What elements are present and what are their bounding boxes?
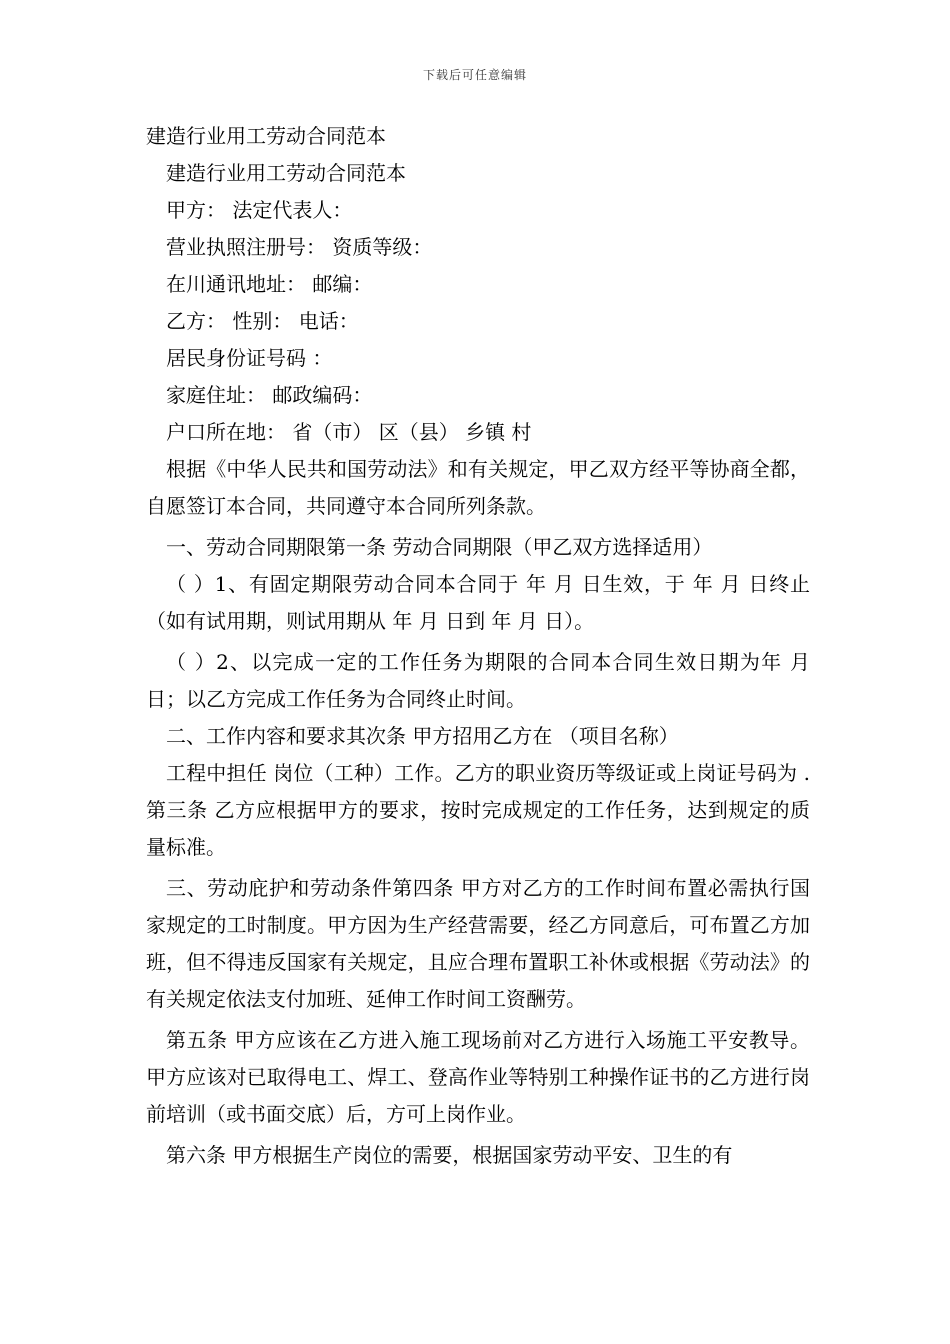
document-title: 建造行业用工劳动合同范本 [146,124,386,148]
subtitle-line: 建造行业用工劳动合同范本 [166,161,406,185]
header-note: 下载后可任意编辑 [422,68,527,82]
document-body [146,118,810,1174]
paragraph-fixed-term: （ ）1、有固定期限劳动合同本合同于 年 月 日生效，于 年 月 日终止（如有试用期，则试用期从 年 月 日到 年 月 日）。 [146,572,810,633]
paragraph-section-3: 三、劳动庇护和劳动条件第四条 甲方对乙方的工作时间布置必需执行国家规定的工时制度。甲方因为生产经营需要，经乙方同意后，可布置乙方加班，但不得违反国家有关规定，且应合理布置职工补休或根据《劳动法》的有关规定依法支付加班、延伸工作时间工资酬劳。 [146,876,810,1011]
id-number-line: 居民身份证号码 ： [166,346,333,370]
address-line: 在川通讯地址： 邮编： [166,272,373,296]
party-b-line: 乙方： 性别： 电话： [166,309,359,333]
paragraph-article-6: 第六条 甲方根据生产岗位的需要，根据国家劳动平安、卫生的有 [166,1143,733,1167]
paragraph-article-5: 第五条 甲方应该在乙方进入施工现场前对乙方进行入场施工平安教导。甲方应该对已取得电工、焊工、登高作业等特别工种操作证书的乙方进行岗前培训（或书面交底）后，方可上岗作业。 [146,1028,810,1126]
paragraph-preamble: 根据《中华人民共和国劳动法》和有关规定，甲乙双方经平等协商全都，自愿签订本合同，共同遵守本合同所列条款。 [146,457,810,518]
paragraph-job-content: 工程中担任 岗位（工种）工作。乙方的职业资历等级证或上岗证号码为 .第三条 乙方应根据甲方的要求，按时完成规定的工作任务，达到规定的质量标准。 [146,761,810,859]
license-line: 营业执照注册号： 资质等级： [166,235,433,259]
paragraph-section-2: 二、工作内容和要求其次条 甲方招用乙方在 （项目名称） [166,724,679,748]
paragraph-task-term: （ ）2、以完成一定的工作任务为期限的合同本合同生效日期为年 月 日；以乙方完成工作任务为合同终止时间。 [146,650,810,711]
household-line: 户口所在地： 省（市） 区（县） 乡镇 村 [166,420,532,444]
paragraph-section-1: 一、劳动合同期限第一条 劳动合同期限（甲乙双方选择适用） [166,535,713,559]
party-a-line: 甲方： 法定代表人： [166,198,353,222]
home-address-line: 家庭住址： 邮政编码： [166,383,373,407]
